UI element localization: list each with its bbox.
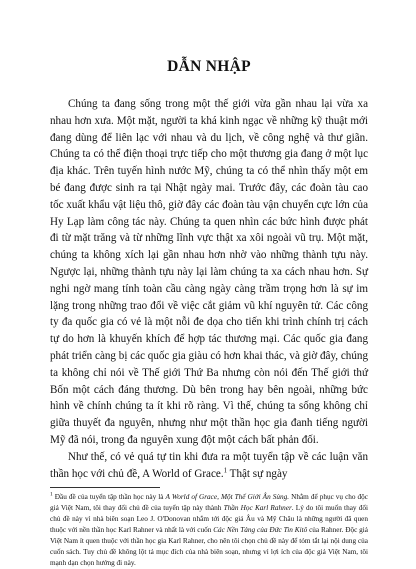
footnote [50, 492, 368, 569]
paragraph-3-start: Thật sự ngày [229, 467, 288, 480]
footnote-text-b: . Lý do tôi muốn thay đổi chủ đề này vì nhà biên soạn Leo J. O'Donovan nhắm tới độc giả Âu và Mỹ Châu là những người đã quen thuộc với nền thần học Karl Rahner và nhất là với cuốn [50, 504, 368, 535]
footnote-number: 1 [50, 491, 53, 498]
footnote-text-a: Nhằm để phục vụ cho độc giả Việt Nam, tôi thay đổi chủ đề của tuyển tập này thành [50, 493, 369, 513]
footnote-marker: 1 [223, 465, 228, 474]
footnote-vn-title: Thần Học Karl Rahner [223, 504, 292, 513]
paragraph-1: Chúng ta đang sống trong một thế giới vừa gần nhau lại vừa xa nhau hơn xưa. Một mặt, người ta khá kinh ngạc về những kỹ thuật mới đang dùng để liên lạc với nhau và du lịch, về công nghệ và thư giãn. Chúng ta có thể điện thoại trực tiếp cho một thương gia đang ở một lục địa khác. Trên tuyến hình nước Mỹ, chúng ta có thể nhìn thấy một em bé đang được sinh ra tại Nhật ngày mai. Trước đây, các đoàn tàu cao tốc xuất khẩu vật liệu thô, giờ đây các đoàn tàu vận chuyển cực lớn của Hy Lạp làm công tác này. Chúng ta quen nhìn các bức hình được phát đi từ mặt trăng và từ những lĩnh vực thật xa xôi ngoài vũ trụ. Một mặt, chúng ta không xích lại gần nhau hơn nhờ vào những thành tựu này. Ngược lại, những thành tựu này lại làm chúng ta xa cách nhau hơn. Sự nghi ngờ mang tính toàn cầu càng ngày càng trầm trọng hơn là sự im lặng trong những trao đổi về việc cắt giảm vũ khí nguyên tử. Các công ty đa quốc gia có vẻ là một nỗi đe dọa cho tiến khi trình chính trị cách tự do hơn là khuyến khích để hợp tác thương mại. Các quốc gia đang phát triển càng bị các quốc gia giàu có hơn khai thác, và giờ đây, chúng ta không chỉ nói về Thế giới Thứ Ba nhưng còn nói đến Thế giới thứ Bốn một cách đáng thương. Dù bên trong hay bên ngoài, những bức hình về chính chúng ta ít khi rõ ràng. Vì thế, chúng ta sống không chỉ giữa thuyết đa nguyên, nhưng như một thần học gia đanh tiếng người Mỹ đã nói, trong đa nguyên xung đột một cách bất phản đối. [50, 98, 368, 446]
footnote-text-c: của Rahner. Độc giả Việt Nam ít quen thuộc với thần học gia Karl Rahner, cho nên tôi chọn chủ đề này để tóm tắt lại nội dung của cuốn sách. Tuy chủ đề không lột tả mục đích của nhà biên soạn, nhưng vì lợi ích của độc giả Việt Nam, tôi mạnh dạn chọn hướng đi này. [50, 526, 368, 568]
paragraph-2 [50, 449, 368, 483]
footnote-original-title: A World of Grace, Một Thế Giới Ân Sủng. [165, 493, 290, 502]
paragraph-2-text: Như thế, có vẻ quá tự tin khi đưa ra một tuyển tập về các luận văn thần học với chủ đề, A World of Grace. [50, 450, 368, 480]
page-title: DẪN NHẬP [167, 58, 251, 75]
footnote-divider [50, 487, 160, 488]
footnote-lead: Đầu đề của tuyển tập thần học này là [54, 493, 164, 502]
body-text [50, 96, 368, 482]
footnote-book-title: Các Nền Tảng của Đức Tin Kitô [213, 526, 308, 535]
